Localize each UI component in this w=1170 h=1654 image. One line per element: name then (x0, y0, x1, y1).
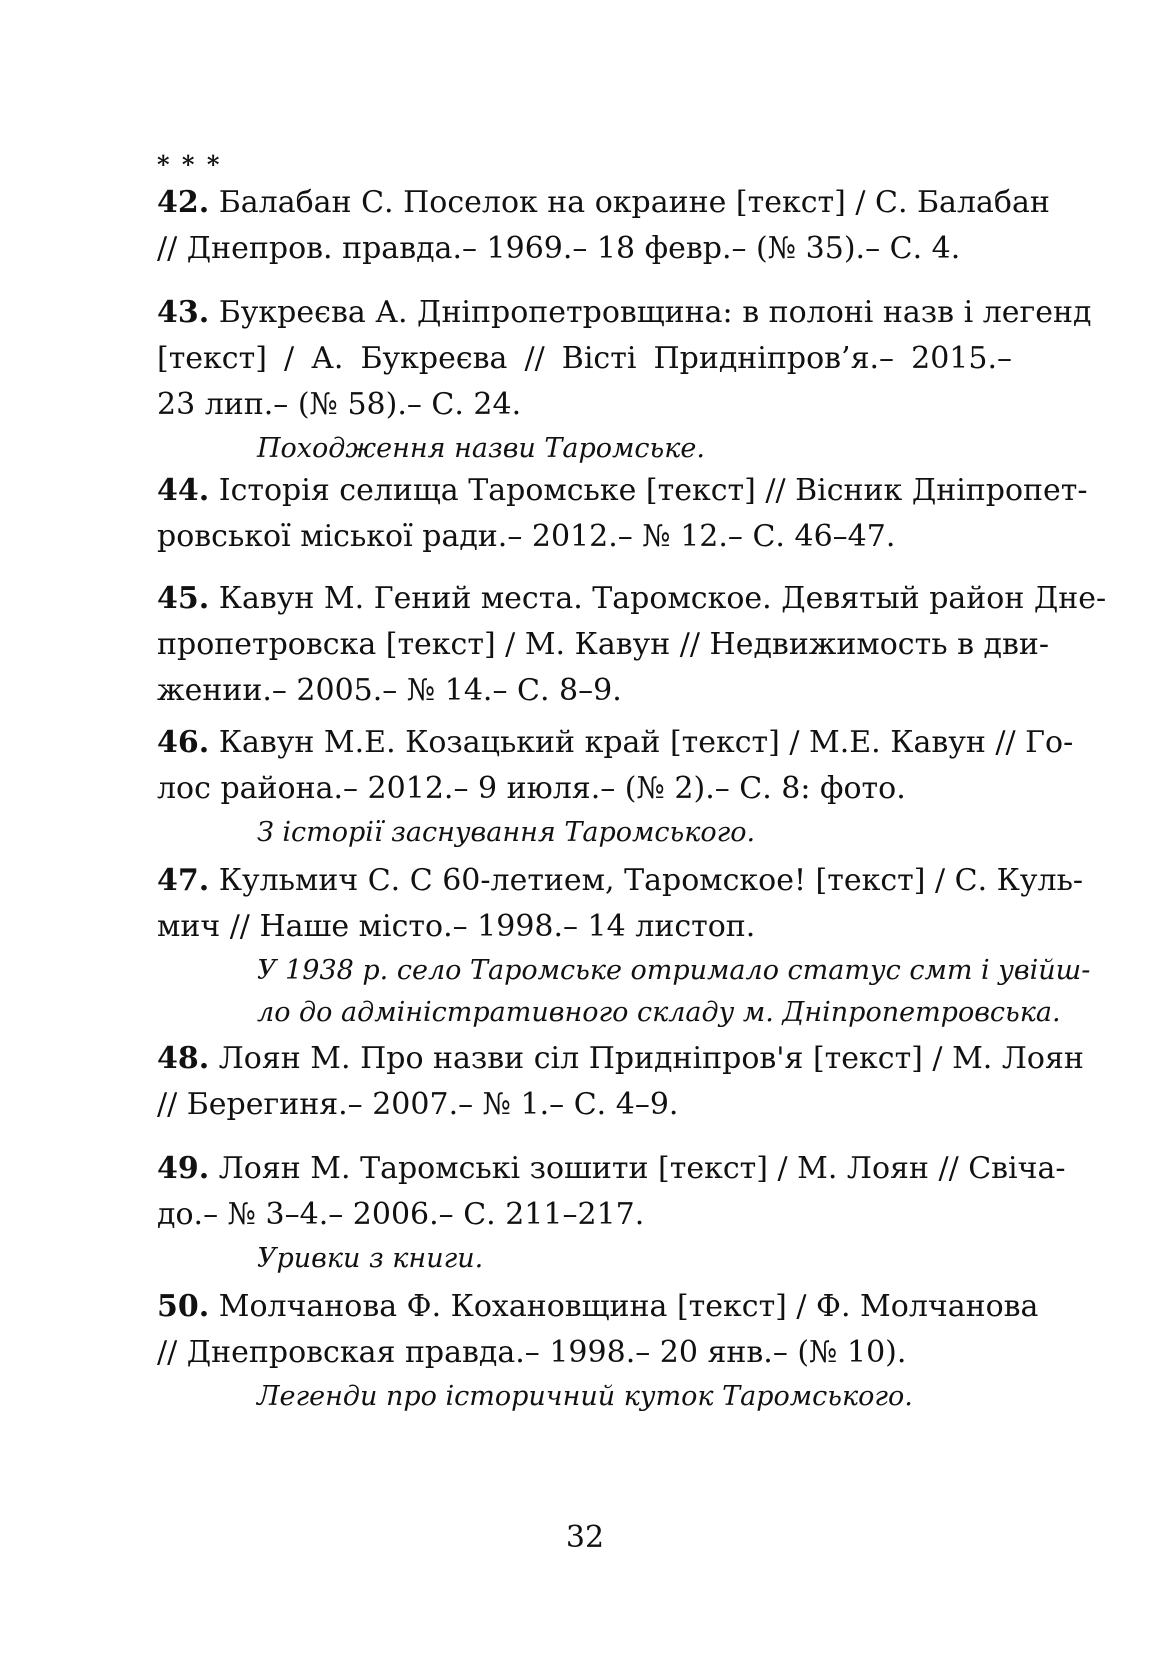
entry-number: 44. (157, 473, 210, 508)
bibliography-entry-47 (157, 858, 1091, 1034)
bibliography-entry-48 (157, 1036, 1084, 1128)
entry-number: 43. (157, 295, 210, 330)
entry-text: Букреєва А. Дніпропетровщина: в полоні назв і легенд (209, 295, 1092, 330)
entry-line (157, 468, 1088, 514)
entry-number: 46. (157, 725, 210, 760)
entry-line (157, 180, 1050, 226)
bibliography-entry-46 (157, 720, 1074, 854)
bibliography-entry-42 (157, 180, 1050, 272)
entry-line: ровської міської ради.– 2012.– № 12.– С. 46–47. (157, 519, 896, 554)
entry-annotation: Легенди про історичний куток Таромського. (257, 1381, 913, 1412)
entry-line: [текст] / А. Букреєва // Вісті Придніпров’я.– 2015.– (157, 341, 1012, 376)
entry-line (157, 720, 1074, 766)
entry-line (157, 858, 1084, 904)
entry-line (157, 1284, 1039, 1330)
entry-number: 42. (157, 185, 210, 220)
entry-text: Балабан С. Поселок на окраине [текст] / С. Балабан (209, 185, 1050, 220)
entry-line (157, 290, 1092, 336)
entry-number: 49. (157, 1151, 210, 1186)
entry-line (157, 1146, 1066, 1192)
entry-text: Лоян М. Таромські зошити [текст] / М. Лоян // Свіча- (209, 1151, 1066, 1186)
entry-line: пропетровска [текст] / М. Кавун // Недвижимость в дви- (157, 627, 1049, 662)
entry-annotation: Походження назви Таромське. (257, 433, 705, 464)
entry-line: жении.– 2005.– № 14.– С. 8–9. (157, 673, 622, 708)
entry-text: Лоян М. Про назви сіл Придніпров'я [текст] / М. Лоян (209, 1041, 1084, 1076)
entry-line: лос района.– 2012.– 9 июля.– (№ 2).– С. 8: фото. (157, 771, 906, 806)
entry-line: // Берегиня.– 2007.– № 1.– С. 4–9. (157, 1087, 679, 1122)
entry-text: Кульмич С. С 60-летием, Таромское! [текст] / С. Куль- (209, 863, 1084, 898)
bibliography-entry-45 (157, 576, 1107, 714)
bibliography-entry-50 (157, 1284, 1039, 1418)
entry-text: Кавун М.Е. Козацький край [текст] / М.Е. Кавун // Го- (209, 725, 1074, 760)
entry-text: Історія селища Таромське [текст] // Вісник Дніпропет- (209, 473, 1088, 508)
entry-number: 48. (157, 1041, 210, 1076)
entry-line: 23 лип.– (№ 58).– С. 24. (157, 387, 522, 422)
entry-line: // Днепровская правда.– 1998.– 20 янв.– (№ 10). (157, 1335, 907, 1370)
entry-annotation: Уривки з книги. (257, 1243, 484, 1274)
bibliography-entry-49 (157, 1146, 1066, 1280)
entry-line: // Днепров. правда.– 1969.– 18 февр.– (№ 35).– С. 4. (157, 231, 961, 266)
entry-number: 45. (157, 581, 210, 616)
bibliography-entry-44 (157, 468, 1088, 560)
entry-number: 47. (157, 863, 210, 898)
entry-text: Молчанова Ф. Кохановщина [текст] / Ф. Молчанова (209, 1289, 1039, 1324)
section-separator: * * * (157, 150, 222, 179)
page-number: 32 (565, 1520, 605, 1555)
entry-number: 50. (157, 1289, 210, 1324)
entry-annotation: З історії заснування Таромського. (257, 817, 756, 848)
entry-text: Кавун М. Гений места. Таромское. Девятый район Дне- (209, 581, 1107, 616)
entry-line: до.– № 3–4.– 2006.– С. 211–217. (157, 1197, 645, 1232)
entry-annotation: ло до адміністративного складу м. Дніпропетровська. (257, 997, 1061, 1028)
entry-line: мич // Наше місто.– 1998.– 14 листоп. (157, 909, 756, 944)
entry-annotation: У 1938 р. село Таромське отримало статус смт і увійш- (257, 955, 1091, 986)
entry-line (157, 576, 1107, 622)
entry-line (157, 1036, 1084, 1082)
bibliography-entry-43 (157, 290, 1092, 470)
